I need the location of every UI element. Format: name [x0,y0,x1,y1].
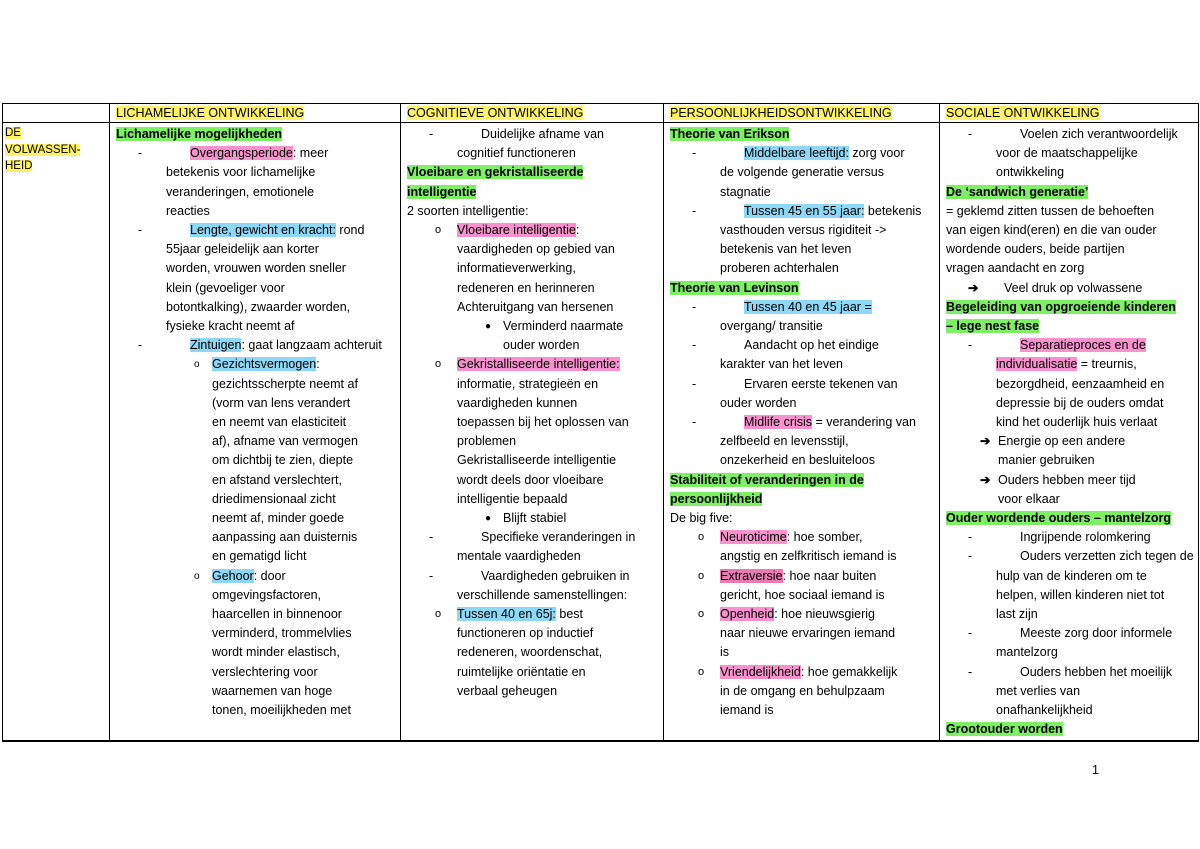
text-line: van eigen kind(eren) en die van ouder [946,223,1157,238]
text: rond [335,223,365,238]
text: : door [253,568,286,583]
text: Veel druk op volwassene [1004,280,1143,295]
text-line: zelfbeeld en levensstijl, [720,434,849,449]
page-number: 1 [1092,763,1099,777]
section-heading: Begeleiding van opgroeiende kinderen [946,299,1176,314]
text-line: verslechtering voor [212,664,318,679]
highlight-term: Openheid [720,607,775,622]
header-row [3,104,1199,123]
header-physical [110,104,401,123]
text-line: informatie, strategieën en [457,376,599,391]
text-line: waarnemen van hoge [212,683,333,698]
text-line: voor elkaar [998,491,1060,506]
row-label-line: VOLWASSEN- [5,143,81,156]
physical-cell: Lichamelijke mogelijkheden - Overgangsperiode: meer betekenis voor lichamelijke veranderingen, emotionele reacties - Lengte, gewicht en kracht: rond 55jaar geleidelijk aan korter worden, vrouwen worden sneller klein (gevoeliger voor botontkalking), zwaarder worden, fysieke kracht neemt af - Zintuigen: gaat langzaam achteruit o Gezichtsvermogen: gezichtsscherpte neemt af (vorm van lens verandert en neemt van elasticiteit af), afname van vermogen om dichtbij te zien, diepte en afstand verslechtert, driedimensionaal zicht neemt af, minder goede aanpassing aan duisternis en gematigd licht o Gehoor: door omgevingsfactoren, haarcellen in binnenoor verminderd, trommelvlies wordt minder elastisch, verslechtering voor waarnemen van hoge tonen, moeilijkheden met [110,123,401,741]
highlight-term: Separatieproces en de [1020,338,1146,353]
text: : hoe naar buiten [782,568,877,583]
text: Ouders verzetten zich tegen de [1020,549,1194,564]
text-line: naar nieuwe ervaringen iemand [720,626,896,641]
text-line: en neemt van elasticiteit [212,415,347,430]
highlight-term: Gezichtsvermogen [212,357,317,372]
text-line: last zijn [996,607,1038,622]
text-line: Gekristalliseerde intelligentie [457,453,617,468]
text-line: betekenis van het leven [720,242,852,257]
section-heading: Theorie van Erikson [670,127,790,141]
highlight-term: Tussen 45 en 55 jaar: [744,203,865,218]
text: : [575,223,580,238]
section-heading: Stabiliteit of veranderingen in de [670,472,864,487]
text: Energie op een andere [998,434,1126,449]
text-line: tonen, moeilijkheden met [212,703,351,718]
text-line: vragen aandacht en zorg [946,261,1085,276]
highlight-term: Overgangsperiode [190,146,293,161]
text-line: functioneren op inductief [457,626,594,641]
text-line: cognitief functioneren [457,146,576,161]
highlight-term: Zintuigen [190,338,242,353]
text-line: reacties [166,203,210,218]
text: Ervaren eerste tekenen van [744,376,898,391]
highlight-term: Vloeibare intelligentie [457,223,576,238]
text-line: is [720,645,730,660]
text-line: worden, vrouwen worden sneller [166,261,346,276]
text: zorg voor [848,146,905,161]
text-line: hulp van de kinderen om te [996,568,1147,583]
text-line: ouder worden [720,395,797,410]
text-line: betekenis voor lichamelijke [166,165,316,180]
text-line: verminderd, trommelvlies [212,626,352,641]
section-heading: persoonlijkheid [670,491,763,506]
text: = verandering van [812,415,916,430]
text: : hoe gemakkelijk [800,664,898,679]
cognitive-cell: - Duidelijke afname van cognitief functioneren Vloeibare en gekristalliseerde intelligentie 2 soorten intelligentie: o Vloeibare intelligentie: vaardigheden op gebied van informatieverwerking, redeneren en herinneren Achteruitgang van hersenen ● Verminderd naarmate ouder worden o Gekristalliseerde intelligentie: informatie, strategieën en vaardigheden kunnen toepassen bij het oplossen van problemen Gekristalliseerde intelligentie wordt deels door vloeibare intelligentie bepaald ● Blijft stabiel - Specifieke veranderingen in mentale vaardigheden - Vaardigheden gebruiken in verschillende samenstellingen: o Tussen 40 en 65j: best functioneren op inductief redeneren, woordenschat, ruimtelijke oriëntatie en verbaal geheugen [401,123,664,741]
text: Duidelijke afname van [481,127,604,141]
text-line: problemen [457,434,517,449]
text: : meer [292,146,329,161]
text-line: ouder worden [503,338,580,353]
text-line: overgang/ transitie [720,319,823,334]
text-line: om dichtbij te zien, diepte [212,453,354,468]
text-line: gericht, hoe sociaal iemand is [720,587,885,602]
highlight-term: Gehoor [212,568,254,583]
arrow-icon: ➔ [980,472,991,487]
text-line: en gematigd licht [212,549,307,564]
text: Voelen zich verantwoordelijk [1020,127,1178,141]
section-heading: Vloeibare en gekristalliseerde [407,165,584,180]
text: : hoe somber, [786,530,863,545]
text: : [316,357,320,372]
highlight-term: Vriendelijkheid [720,664,801,679]
text-line: Achteruitgang van hersenen [457,299,614,314]
text: betekenis [864,203,922,218]
text-line: iemand is [720,703,774,718]
text-line: wordende ouders, beide partijen [946,242,1125,257]
section-heading: Lichamelijke mogelijkheden [116,127,283,141]
highlight-term: Neuroticime [720,530,787,545]
text-line: aanpassing aan duisternis [212,530,358,545]
highlight-term: Midlife crisis [744,415,813,430]
text-line: af), afname van vermogen [212,434,358,449]
text-line: redeneren en herinneren [457,280,595,295]
text-line: met verlies van [996,683,1081,698]
text-line: mantelzorg [996,645,1058,660]
text-line: = geklemd zitten tussen de behoeften [946,203,1155,218]
text-line: in de omgang en behulpzaam [720,683,885,698]
text-line: onzekerheid en besluiteloos [720,453,875,468]
social-cell: - Voelen zich verantwoordelijk voor de maatschappelijke ontwikkeling De ‘sandwich generatie’ = geklemd zitten tussen de behoeften van eigen kind(eren) en die van ouder wordende ouders, beide partijen vragen aandacht en zorg ➔ Veel druk op volwassene Begeleiding van opgroeiende kinderen – lege nest fase - Separatieproces en de individualisatie = treurnis, bezorgdheid, eenzaamheid en depressie bij de ouders omdat kind het ouderlijk huis verlaat ➔ Energie op een andere manier gebruiken ➔ Ouders hebben meer tijd voor elkaar Ouder wordende ouders – mantelzorg - Ingrijpende rolomkering - Ouders verzetten zich tegen de hulp van de kinderen om te helpen, willen kinderen niet tot last zijn - Meeste zorg door informele mantelzorg - Ouders hebben het moeilijk met verlies van onafhankelijkheid Grootouder worden [940,123,1199,741]
section-heading: Theorie van Levinson [670,280,799,295]
text: : gaat langzaam achteruit [241,338,382,353]
row-label-cell [3,123,110,741]
text: Aandacht op het eindige [744,338,879,353]
text-line: voor de maatschappelijke [996,146,1138,161]
text-line: verschillende samenstellingen: [457,587,628,602]
text-line: depressie bij de ouders omdat [996,395,1164,410]
highlight-term: Middelbare leeftijd: [744,146,849,161]
text-line: ruimtelijke oriëntatie en [457,664,586,679]
text-line: fysieke kracht neemt af [166,319,295,334]
text: Ouders hebben meer tijd [998,472,1136,487]
text-line: informatieverwerking, [457,261,576,276]
text-line: wordt deels door vloeibare [457,472,604,487]
arrow-icon: ➔ [968,280,979,295]
section-heading: Ouder wordende ouders – mantelzorg [946,511,1172,526]
text-line: vaardigheden op gebied van [457,242,615,257]
text-line: driedimensionaal zicht [212,491,336,506]
row-label-line: HEID [5,160,33,172]
text-line: angstig en zelfkritisch iemand is [720,549,897,564]
header-personality [664,104,940,123]
text-line: en afstand verslechtert, [212,472,342,487]
text-line: veranderingen, emotionele [166,184,315,199]
arrow-icon: ➔ [980,434,991,449]
text-line: haarcellen in binnenoor [212,607,342,622]
text-line: neemt af, minder goede [212,511,345,526]
text: best [555,607,584,622]
text-line: de volgende generatie versus [720,165,885,180]
text: Verminderd naarmate [503,319,624,334]
text: = treurnis, [1077,357,1137,372]
highlight-term: Lengte, gewicht en kracht: [190,223,336,238]
header-empty-cell [3,104,110,123]
header-cognitive-label: COGNITIEVE ONTWIKKELING [407,106,584,120]
text: Specifieke veranderingen in [481,530,636,545]
header-physical-label: LICHAMELIJKE ONTWIKKELING [116,106,305,120]
text-line: vasthouden versus rigiditeit -> [720,223,887,238]
text: Meeste zorg door informele [1020,626,1173,641]
development-table [2,103,1199,742]
text-line: stagnatie [720,184,771,199]
personality-cell: Theorie van Erikson - Middelbare leeftijd: zorg voor de volgende generatie versus stagnatie - Tussen 45 en 55 jaar: betekenis vasthouden versus rigiditeit -> betekenis van het leven proberen achterhalen Theorie van Levinson - Tussen 40 en 45 jaar = overgang/ transitie - Aandacht op het eindige karakter van het leven - Ervaren eerste tekenen van ouder worden - Midlife crisis = verandering van zelfbeeld en levensstijl, onzekerheid en besluiteloos Stabiliteit of veranderingen in de persoonlijkheid De big five: o Neuroticime: hoe somber, angstig en zelfkritisch iemand is o Extraversie: hoe naar buiten gericht, hoe sociaal iemand is o Openheid: hoe nieuwsgierig naar nieuwe ervaringen iemand is o Vriendelijkheid: hoe gemakkelijk in de omgang en behulpzaam iemand is [664,123,940,741]
text-line: karakter van het leven [720,357,843,372]
highlight-term: Tussen 40 en 45 jaar = [744,299,872,314]
text: Vaardigheden gebruiken in [481,568,630,583]
row-label-line: DE [5,127,21,139]
section-heading: – lege nest fase [946,319,1040,334]
section-heading: intelligentie [407,184,477,199]
text-line: 55jaar geleidelijk aan korter [166,242,319,257]
text-line: intelligentie bepaald [457,491,568,506]
text-line: redeneren, woordenschat, [457,645,603,660]
text-line: mentale vaardigheden [457,549,581,564]
text-line: bezorgdheid, eenzaamheid en [996,376,1165,391]
text-line: (vorm van lens verandert [212,395,351,410]
text-line: onafhankelijkheid [996,703,1093,718]
text-line: omgevingsfactoren, [212,587,322,602]
header-social-label: SOCIALE ONTWIKKELING [946,106,1100,120]
highlight-term: Gekristalliseerde intelligentie: [457,357,620,372]
highlight-term: individualisatie [996,357,1078,372]
text: Ingrijpende rolomkering [1020,530,1151,545]
text-line: ontwikkeling [996,165,1065,180]
highlight-term: Extraversie [720,568,783,583]
text-line: manier gebruiken [998,453,1095,468]
highlight-term: Tussen 40 en 65j: [457,607,556,622]
adulthood-row [3,123,1199,741]
text-line: botontkalking), zwaarder worden, [166,299,351,314]
text: Ouders hebben het moeilijk [1020,664,1173,679]
text-line: toepassen bij het oplossen van [457,415,629,430]
text-line: kind het ouderlijk huis verlaat [996,415,1158,430]
row-label [3,123,109,175]
text-line: vaardigheden kunnen [457,395,578,410]
text: Blijft stabiel [503,511,567,526]
subheading: De big five: [670,511,733,526]
header-cognitive [401,104,664,123]
text-line: gezichtsscherpte neemt af [212,376,358,391]
section-heading: Grootouder worden [946,722,1063,737]
text-line: verbaal geheugen [457,683,558,698]
header-social [940,104,1199,123]
subheading: 2 soorten intelligentie: [407,203,529,218]
section-heading: De ‘sandwich generatie’ [946,184,1089,199]
text-line: wordt minder elastisch, [212,645,340,660]
text: : hoe nieuwsgierig [774,607,875,622]
text-line: helpen, willen kinderen niet tot [996,587,1165,602]
text-line: klein (gevoeliger voor [166,280,285,295]
header-personality-label: PERSOONLIJKHEIDSONTWIKKELING [670,106,892,120]
text-line: proberen achterhalen [720,261,839,276]
